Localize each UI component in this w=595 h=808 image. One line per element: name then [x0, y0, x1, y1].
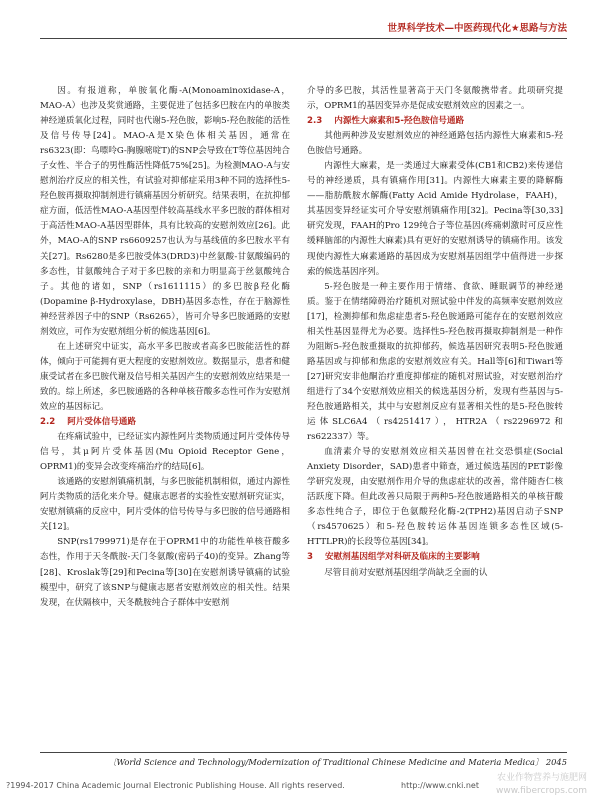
paragraph: 该通路的安慰剂镇痛机制，与多巴胺能机制相似，通过内源性阿片类物质的活化来介导。健康志愿者的实验性安慰剂研究证实，安慰剂镇痛的反应中，阿片受体的信号传导与多巴胺的信号通路相关[12]。: [40, 477, 290, 533]
footer-rule: [40, 752, 567, 753]
left-column: [40, 84, 290, 611]
paragraph: 其他两种涉及安慰剂效应的神经通路包括内源性大麻素和5-羟色胺信号通路。: [307, 131, 563, 157]
paragraph: 尽管目前对安慰剂基因组学尚缺乏全面的认: [324, 567, 488, 578]
paragraph: 在疼痛试验中，已经证实内源性阿片类物质通过阿片受体传导信号，其μ阿片受体基因(Mu Opioid Receptor Gene，OPRM1)的变异会改变疼痛治疗的结局[6]。: [40, 432, 290, 473]
paragraph: 在上述研究中证实，高水平多巴胺或者高多巴胺能活性的群体，倾向于可能拥有更大程度的安慰剂效应。数据显示，患者和健康受试者在多巴胺代谢及信号相关基因产生的安慰剂效应结果是一致的。综上所述，多巴胺通路的各种单核苷酸多态性可作为安慰剂效应的基因标记。: [40, 341, 290, 412]
section-number: 3: [307, 552, 313, 563]
paragraph: 介导的多巴胺，其活性显著高于天门冬氨酸携带者。此项研究提示，OPRM1的基因变异亦是促成安慰剂效应的因素之一。: [307, 86, 563, 112]
watermark-url: www.fibercrops.com: [496, 786, 587, 796]
section-title: 内源性大麻素和5-羟色胺信号通路: [334, 116, 465, 127]
journal-footer: [108, 756, 567, 768]
cnki-link[interactable]: http://www.cnki.net: [401, 781, 479, 790]
section-title: 安慰剂基因组学对科研及临床的主要影响: [324, 552, 480, 563]
paragraph: 因。有报道称，单胺氧化酶-A(Monoaminoxidase-A，MAO-A）也涉及奖赏通路，主要促进了包括多巴胺在内的单胺类神经递质氧化过程，同时也代谢5-羟色胺，影响5-羟色胺能的活性及信号传导[24]。MAO-A是X染色体相关基因，通常在rs6323(即：鸟嘌呤G-胸腺嘧啶T)的SNP会导致在T等位基因纯合子女性、半合子的男性酶活性降低75%[25]。为检测MAO-A与安慰剂治疗反应的相关性，有试验对抑郁症采用3种不同的选择性5-羟色胺再摄取抑制剂进行镇痛基因分析研究。结果表明，在抗抑郁症方面，低活性MAO-A基因型伴较高基线水平多巴胺的群体相对于高活性MAO-A基因型群体，具有比较高的安慰剂效应[26]。此外，MAO-A的SNP rs6609257也认为与基线值的多巴胺水平有关[27]。Rs6280是多巴胺受体3(DRD3)中丝氨酸-甘氨酸编码的多态性，甘氨酸纯合子对于多巴胺的亲和力明显高于丝氨酸纯合子。其他的诸如，SNP（rs1611115）的多巴胺β羟化酶(Dopamine β-Hydroxylase，DBH)基因多态性，存在于脑源性神经营养因子中的SNP（Rs6265），皆可介导多巴胺通路的安慰剂效应，可作为安慰剂组分析的候选基因[6]。: [40, 86, 290, 337]
watermark: [491, 772, 587, 802]
page-number: 2045: [545, 757, 567, 767]
paragraph: 5-羟色胺是一种主要作用于情绪、食欲、睡眠调节的神经递质。鉴于在情绪障碍治疗随机对照试验中伴发的高频率安慰剂效应[17]，检测抑郁和焦虑症患者5-羟色胺通路可能存在的安慰剂效应相关性基因显得尤为必要。选择性5-羟色胺再摄取抑制剂是一种作为阻断5-羟色胺重摄取的抗抑郁药，候选基因研究表明5-羟色胺通路基因或与抑郁和焦虑的安慰剂效应有关。Hall等[6]和Tiwari等[27]研究安非他酮治疗重度抑郁症的随机对照试验，对安慰剂治疗组进行了34个安慰剂效应相关的候选基因分析，发现有些基因与5-羟色胺通路相关，其中与安慰剂反应有显著相关性的是5-羟色胺转运体SLC6A4（rs4251417），HTR2A（rs2296972和rs622337）等。: [307, 281, 563, 443]
section-heading-2-3: [307, 114, 563, 129]
watermark-text: 农业作物营养与施肥网: [496, 773, 587, 783]
section-heading-2-2: [40, 415, 290, 430]
section-heading-3: [307, 550, 563, 565]
copyright-text: ?1994-2017 China Academic Journal Electronic Publishing House. All rights reserved.: [6, 781, 345, 790]
header-rule: [40, 38, 567, 39]
right-column: [307, 84, 563, 581]
section-number: 2.2: [40, 417, 56, 428]
section-number: 2.3: [307, 116, 323, 127]
section-title: 阿片受体信号通路: [67, 417, 136, 428]
paragraph: 血清素介导的安慰剂效应相关基因曾在社交恐惧症(Social Anxiety Disorder，SAD)患者中筛查，通过候选基因的PET影像学研究发现，由安慰剂作用介导的焦虑症状的改善，常伴随杏仁核活跃度下降。但此改善只局限于两种5-羟色胺通路相关的单核苷酸多态性纯合子，即位于色氨酸羟化酶-2(TPH2)基因启动子SNP（rs4570625）和5-羟色胺转运体基因连锁多态性区域(5-HTTLPR)的长段等位基因[34]。: [307, 447, 563, 548]
paragraph: 内源性大麻素，是一类通过大麻素受体(CB1和CB2)来传递信号的神经递质，具有镇痛作用[31]。内源性大麻素主要的降解酶——脂肪酰胺水解酶(Fatty Acid Amide Hydrolase，FAAH)，其基因变异经证实可介导安慰剂镇痛作用[32]。Pecina等[30,33]研究发现，FAAH的Pro 129纯合子等位基因(疼痛刺激时可反应性缓释脑部的内源性大麻素)具有更好的安慰剂诱导的镇痛作用。该发现使内源性大麻素通路的基因成为安慰剂基因组学中值得进一步探索的候选基因序列。: [307, 161, 563, 277]
paragraph: SNP(rs1799971)是存在于OPRM1中的功能性单核苷酸多态性，作用于天冬酰胺-天门冬氨酸(密码子40)的变异。Zhang等[28]、Kroslak等[29]和Pecina等[30]在安慰剂诱导镇痛的试验模型中，研究了该SNP与健康志愿者安慰剂效应的相关性。结果发现，在伏隔核中，天冬酰胺纯合子群体中安慰剂: [40, 537, 290, 608]
running-header: 世界科学技术—中医药现代化★思路与方法: [387, 23, 567, 34]
journal-name: 〔World Science and Technology/Modernization of Traditional Chinese Medicine and Materia Medica〕: [108, 757, 544, 767]
